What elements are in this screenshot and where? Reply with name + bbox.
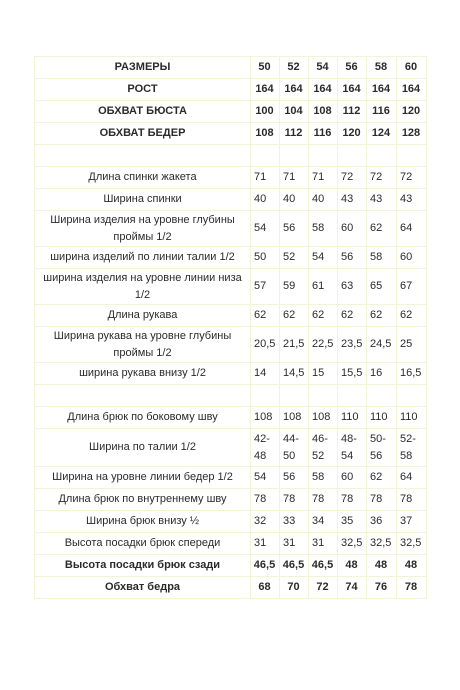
row-value: 58: [309, 211, 338, 247]
table-row: [35, 305, 427, 327]
size-54: 54: [309, 57, 338, 79]
row-value: 64: [397, 211, 427, 247]
size-56: 56: [338, 57, 367, 79]
row-value: 164: [251, 79, 280, 101]
size-50: 50: [251, 57, 280, 79]
row-value: 62: [367, 305, 397, 327]
row-value: 78: [367, 489, 397, 511]
row-value: 31: [309, 533, 338, 555]
row-value: 72: [397, 167, 427, 189]
row-label: Ширина рукава на уровне глубины проймы 1/2: [35, 327, 251, 363]
row-value: 48-54: [338, 429, 367, 467]
table-row: [35, 489, 427, 511]
row-value: 58: [367, 247, 397, 269]
row-label: Длина рукава: [35, 305, 251, 327]
row-value: 46-52: [309, 429, 338, 467]
row-value: 59: [280, 269, 309, 305]
row-value: 62: [280, 305, 309, 327]
row-value: 62: [367, 211, 397, 247]
table-row: [35, 167, 427, 189]
row-label: ОБХВАТ БЕДЕР: [35, 123, 251, 145]
row-value: 108: [309, 101, 338, 123]
row-value: 22,5: [309, 327, 338, 363]
row-value: 15,5: [338, 363, 367, 385]
row-value: 32,5: [338, 533, 367, 555]
row-value: 31: [280, 533, 309, 555]
table-row: [35, 429, 427, 467]
table-row: [35, 363, 427, 385]
row-value: 164: [280, 79, 309, 101]
row-value: 78: [280, 489, 309, 511]
row-value: 78: [397, 577, 427, 599]
row-value: 71: [309, 167, 338, 189]
row-value: 56: [280, 211, 309, 247]
row-label: [35, 145, 251, 167]
table-row: [35, 407, 427, 429]
row-value: 43: [367, 189, 397, 211]
row-value: 60: [397, 247, 427, 269]
table-row: [35, 123, 427, 145]
row-value: 64: [397, 467, 427, 489]
row-value: 62: [309, 305, 338, 327]
row-value: 43: [397, 189, 427, 211]
row-label: Ширина изделия на уровне глубины проймы 1/2: [35, 211, 251, 247]
row-value: 23,5: [338, 327, 367, 363]
row-value: 32: [251, 511, 280, 533]
row-label: [35, 385, 251, 407]
table-header-row: [35, 57, 427, 79]
table-row: [35, 101, 427, 123]
row-value: 52: [280, 247, 309, 269]
row-value: 31: [251, 533, 280, 555]
row-value: 61: [309, 269, 338, 305]
row-value: 56: [338, 247, 367, 269]
row-value: 40: [309, 189, 338, 211]
table-row: [35, 269, 427, 305]
row-value: 116: [309, 123, 338, 145]
row-label: Высота посадки брюк сзади: [35, 555, 251, 577]
table-row: [35, 385, 427, 407]
row-value: [397, 145, 427, 167]
row-value: 37: [397, 511, 427, 533]
row-value: 21,5: [280, 327, 309, 363]
row-value: 60: [338, 211, 367, 247]
row-value: 16: [367, 363, 397, 385]
row-value: 72: [367, 167, 397, 189]
table-row: [35, 533, 427, 555]
row-value: 78: [397, 489, 427, 511]
row-value: 100: [251, 101, 280, 123]
row-value: 112: [338, 101, 367, 123]
row-value: [280, 385, 309, 407]
size-52: 52: [280, 57, 309, 79]
row-value: 32,5: [397, 533, 427, 555]
row-value: 58: [309, 467, 338, 489]
table-row: [35, 577, 427, 599]
row-value: 124: [367, 123, 397, 145]
row-value: 70: [280, 577, 309, 599]
table-row: [35, 145, 427, 167]
row-value: 120: [397, 101, 427, 123]
row-value: 56: [280, 467, 309, 489]
row-label: ширина изделий по линии талии 1/2: [35, 247, 251, 269]
row-value: 62: [397, 305, 427, 327]
row-value: 40: [251, 189, 280, 211]
row-value: [367, 145, 397, 167]
row-value: 34: [309, 511, 338, 533]
row-value: 63: [338, 269, 367, 305]
row-label: Обхват бедра: [35, 577, 251, 599]
row-value: 110: [397, 407, 427, 429]
row-value: 16,5: [397, 363, 427, 385]
header-label: РАЗМЕРЫ: [35, 57, 251, 79]
table-row: [35, 189, 427, 211]
row-value: 48: [397, 555, 427, 577]
row-value: 71: [280, 167, 309, 189]
row-value: [397, 385, 427, 407]
row-value: 35: [338, 511, 367, 533]
row-value: 68: [251, 577, 280, 599]
row-value: 108: [251, 407, 280, 429]
row-value: [309, 385, 338, 407]
row-value: 14: [251, 363, 280, 385]
row-label: РОСТ: [35, 79, 251, 101]
row-value: [251, 145, 280, 167]
row-value: 164: [397, 79, 427, 101]
table-row: [35, 467, 427, 489]
row-value: 108: [280, 407, 309, 429]
row-value: 46,5: [251, 555, 280, 577]
table-row: [35, 211, 427, 247]
size-60: 60: [397, 57, 427, 79]
row-value: 78: [338, 489, 367, 511]
row-value: 20,5: [251, 327, 280, 363]
row-value: 60: [338, 467, 367, 489]
row-value: 164: [338, 79, 367, 101]
row-value: 14,5: [280, 363, 309, 385]
table-row: [35, 79, 427, 101]
row-value: 110: [367, 407, 397, 429]
row-label: Ширина брюк внизу ½: [35, 511, 251, 533]
row-value: 72: [338, 167, 367, 189]
row-value: 50: [251, 247, 280, 269]
row-value: 62: [338, 305, 367, 327]
table-row: [35, 555, 427, 577]
table-row: [35, 247, 427, 269]
row-value: [251, 385, 280, 407]
row-value: 24,5: [367, 327, 397, 363]
row-value: 15: [309, 363, 338, 385]
row-label: ширина рукава внизу 1/2: [35, 363, 251, 385]
row-value: 78: [309, 489, 338, 511]
row-value: 71: [251, 167, 280, 189]
row-value: 48: [367, 555, 397, 577]
row-value: 25: [397, 327, 427, 363]
row-value: 36: [367, 511, 397, 533]
row-value: 54: [251, 467, 280, 489]
row-value: 48: [338, 555, 367, 577]
row-value: 32,5: [367, 533, 397, 555]
row-value: 65: [367, 269, 397, 305]
row-label: ширина изделия на уровне линии низа 1/2: [35, 269, 251, 305]
row-value: 74: [338, 577, 367, 599]
row-value: 104: [280, 101, 309, 123]
row-label: Длина спинки жакета: [35, 167, 251, 189]
row-value: 76: [367, 577, 397, 599]
row-value: 57: [251, 269, 280, 305]
row-value: 46,5: [280, 555, 309, 577]
row-label: Ширина спинки: [35, 189, 251, 211]
row-value: [338, 145, 367, 167]
row-label: Ширина по талии 1/2: [35, 429, 251, 467]
row-value: 110: [338, 407, 367, 429]
row-value: 62: [251, 305, 280, 327]
size-58: 58: [367, 57, 397, 79]
row-value: 43: [338, 189, 367, 211]
row-value: 33: [280, 511, 309, 533]
row-value: [338, 385, 367, 407]
row-value: 62: [367, 467, 397, 489]
row-value: 42-48: [251, 429, 280, 467]
row-value: 112: [280, 123, 309, 145]
row-value: 54: [251, 211, 280, 247]
row-value: 108: [309, 407, 338, 429]
row-value: [367, 385, 397, 407]
table-row: [35, 511, 427, 533]
row-value: 164: [309, 79, 338, 101]
row-value: 44-50: [280, 429, 309, 467]
row-value: 78: [251, 489, 280, 511]
row-label: Длина брюк по боковому шву: [35, 407, 251, 429]
row-label: Ширина на уровне линии бедер 1/2: [35, 467, 251, 489]
row-value: [309, 145, 338, 167]
row-label: Длина брюк по внутреннему шву: [35, 489, 251, 511]
row-label: Высота посадки брюк спереди: [35, 533, 251, 555]
size-chart-table: [34, 56, 427, 599]
row-value: 72: [309, 577, 338, 599]
row-value: 50-56: [367, 429, 397, 467]
row-value: 46,5: [309, 555, 338, 577]
row-value: 164: [367, 79, 397, 101]
row-value: 108: [251, 123, 280, 145]
row-value: 52-58: [397, 429, 427, 467]
row-value: [280, 145, 309, 167]
row-value: 54: [309, 247, 338, 269]
row-label: ОБХВАТ БЮСТА: [35, 101, 251, 123]
row-value: 40: [280, 189, 309, 211]
table-row: [35, 327, 427, 363]
row-value: 116: [367, 101, 397, 123]
row-value: 67: [397, 269, 427, 305]
row-value: 120: [338, 123, 367, 145]
row-value: 128: [397, 123, 427, 145]
